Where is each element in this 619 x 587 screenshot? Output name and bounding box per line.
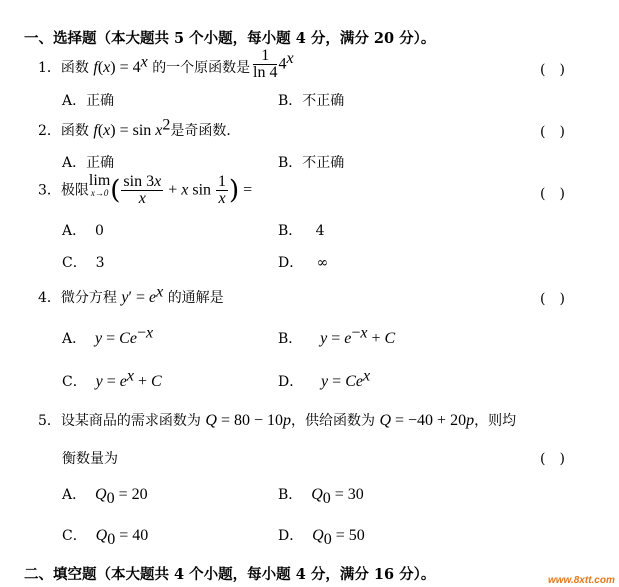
question-4-option-c: C． $y = e^x + C$ xyxy=(62,367,162,390)
question-5-text-d: 衡数量为 xyxy=(62,451,118,467)
question-5-demand-formula: Q xyxy=(205,412,217,429)
question-2-text-b: 是奇函数． xyxy=(170,123,241,139)
question-2-option-b: B．不正确 xyxy=(278,155,345,171)
question-2-formula: f xyxy=(93,122,98,139)
question-3-answer-blank: ( ) xyxy=(540,186,565,202)
question-1: 1．函数 $f(x) = 4^x$ 的一个原函数是 xyxy=(38,53,251,76)
question-3-number: 3． xyxy=(38,182,61,199)
question-4-number: 4． xyxy=(38,290,61,306)
question-3-text-a: 极限 xyxy=(60,182,89,199)
question-4: 4．微分方程 $y' = e^x$ 的通解是 xyxy=(38,283,224,306)
question-3-option-b: B． 4 xyxy=(278,223,325,239)
question-2-number: 2． xyxy=(38,123,61,139)
section2-title: 二、填空题（本大题共 4 个小题，每小题 4 分，满分 16 分）。 xyxy=(24,566,436,583)
question-5-option-d: D． $Q_0 = 50$ xyxy=(278,527,365,548)
question-1-answer-blank: ( ) xyxy=(540,62,565,78)
question-5-answer-blank: ( ) xyxy=(540,451,565,467)
question-4-option-d: D． $y = Ce^x$ xyxy=(278,367,371,390)
question-2-text-a: 函数 xyxy=(60,123,89,139)
question-4-option-b: B． $y = e^{-x} + C$ xyxy=(278,324,396,347)
question-2: 2．函数 $f(x) = \sin x^2$是奇函数． xyxy=(38,116,241,139)
question-5-option-b: B． $Q_0 = 30$ xyxy=(278,486,364,507)
question-3: 3．极限lim x→0 ( $\frac{\sin 3x}{x}$ + x sin $\frac{1}{x}$ ) = xyxy=(38,172,253,207)
question-4-answer-blank: ( ) xyxy=(540,291,565,307)
question-1-number: 1． xyxy=(38,60,61,76)
question-4-option-a: A． $y = Ce^{-x}$ xyxy=(62,324,154,347)
question-5-text-c: ，则均 xyxy=(474,413,517,429)
question-5-option-c: C． $Q_0 = 40$ xyxy=(62,527,149,548)
question-3-option-c: C． 3 xyxy=(62,255,105,271)
question-5-text-b: ，供给函数为 xyxy=(290,413,375,429)
question-1-answer-formula: $\frac{1}{\ln 4}$ 4$^x$ xyxy=(253,47,294,81)
section1-title: 一、选择题（本大题共 5 个小题，每小题 4 分，满分 20 分）。 xyxy=(24,30,436,47)
question-3-option-a: A． 0 xyxy=(62,223,104,239)
question-1-option-a: A．正确 xyxy=(62,93,115,109)
question-1-formula: f xyxy=(93,59,98,76)
question-1-text-a: 函数 xyxy=(60,60,89,76)
question-3-limit: lim x→0 xyxy=(88,172,111,198)
question-4-text-a: 微分方程 xyxy=(60,290,117,306)
question-4-formula: y xyxy=(121,289,129,306)
question-1-text-b: 的一个原函数是 xyxy=(152,60,251,76)
question-2-answer-blank: ( ) xyxy=(540,124,565,140)
question-5-supply-formula: Q xyxy=(379,412,391,429)
question-5: 5．设某商品的需求函数为 Q = 80 − 10p，供给函数为 Q = −40 + 20p，则均 xyxy=(38,412,517,429)
question-5-text-a: 设某商品的需求函数为 xyxy=(60,413,201,429)
question-4-text-b: 的通解是 xyxy=(167,290,224,306)
question-5-number: 5． xyxy=(38,413,61,429)
question-3-option-d: D． ∞ xyxy=(278,255,329,271)
question-2-option-a: A．正确 xyxy=(62,155,115,171)
question-1-option-b: B．不正确 xyxy=(278,93,345,109)
question-5-option-a: A． $Q_0 = 20$ xyxy=(62,486,148,507)
watermark-logo: www.8xtt.com xyxy=(548,575,615,586)
